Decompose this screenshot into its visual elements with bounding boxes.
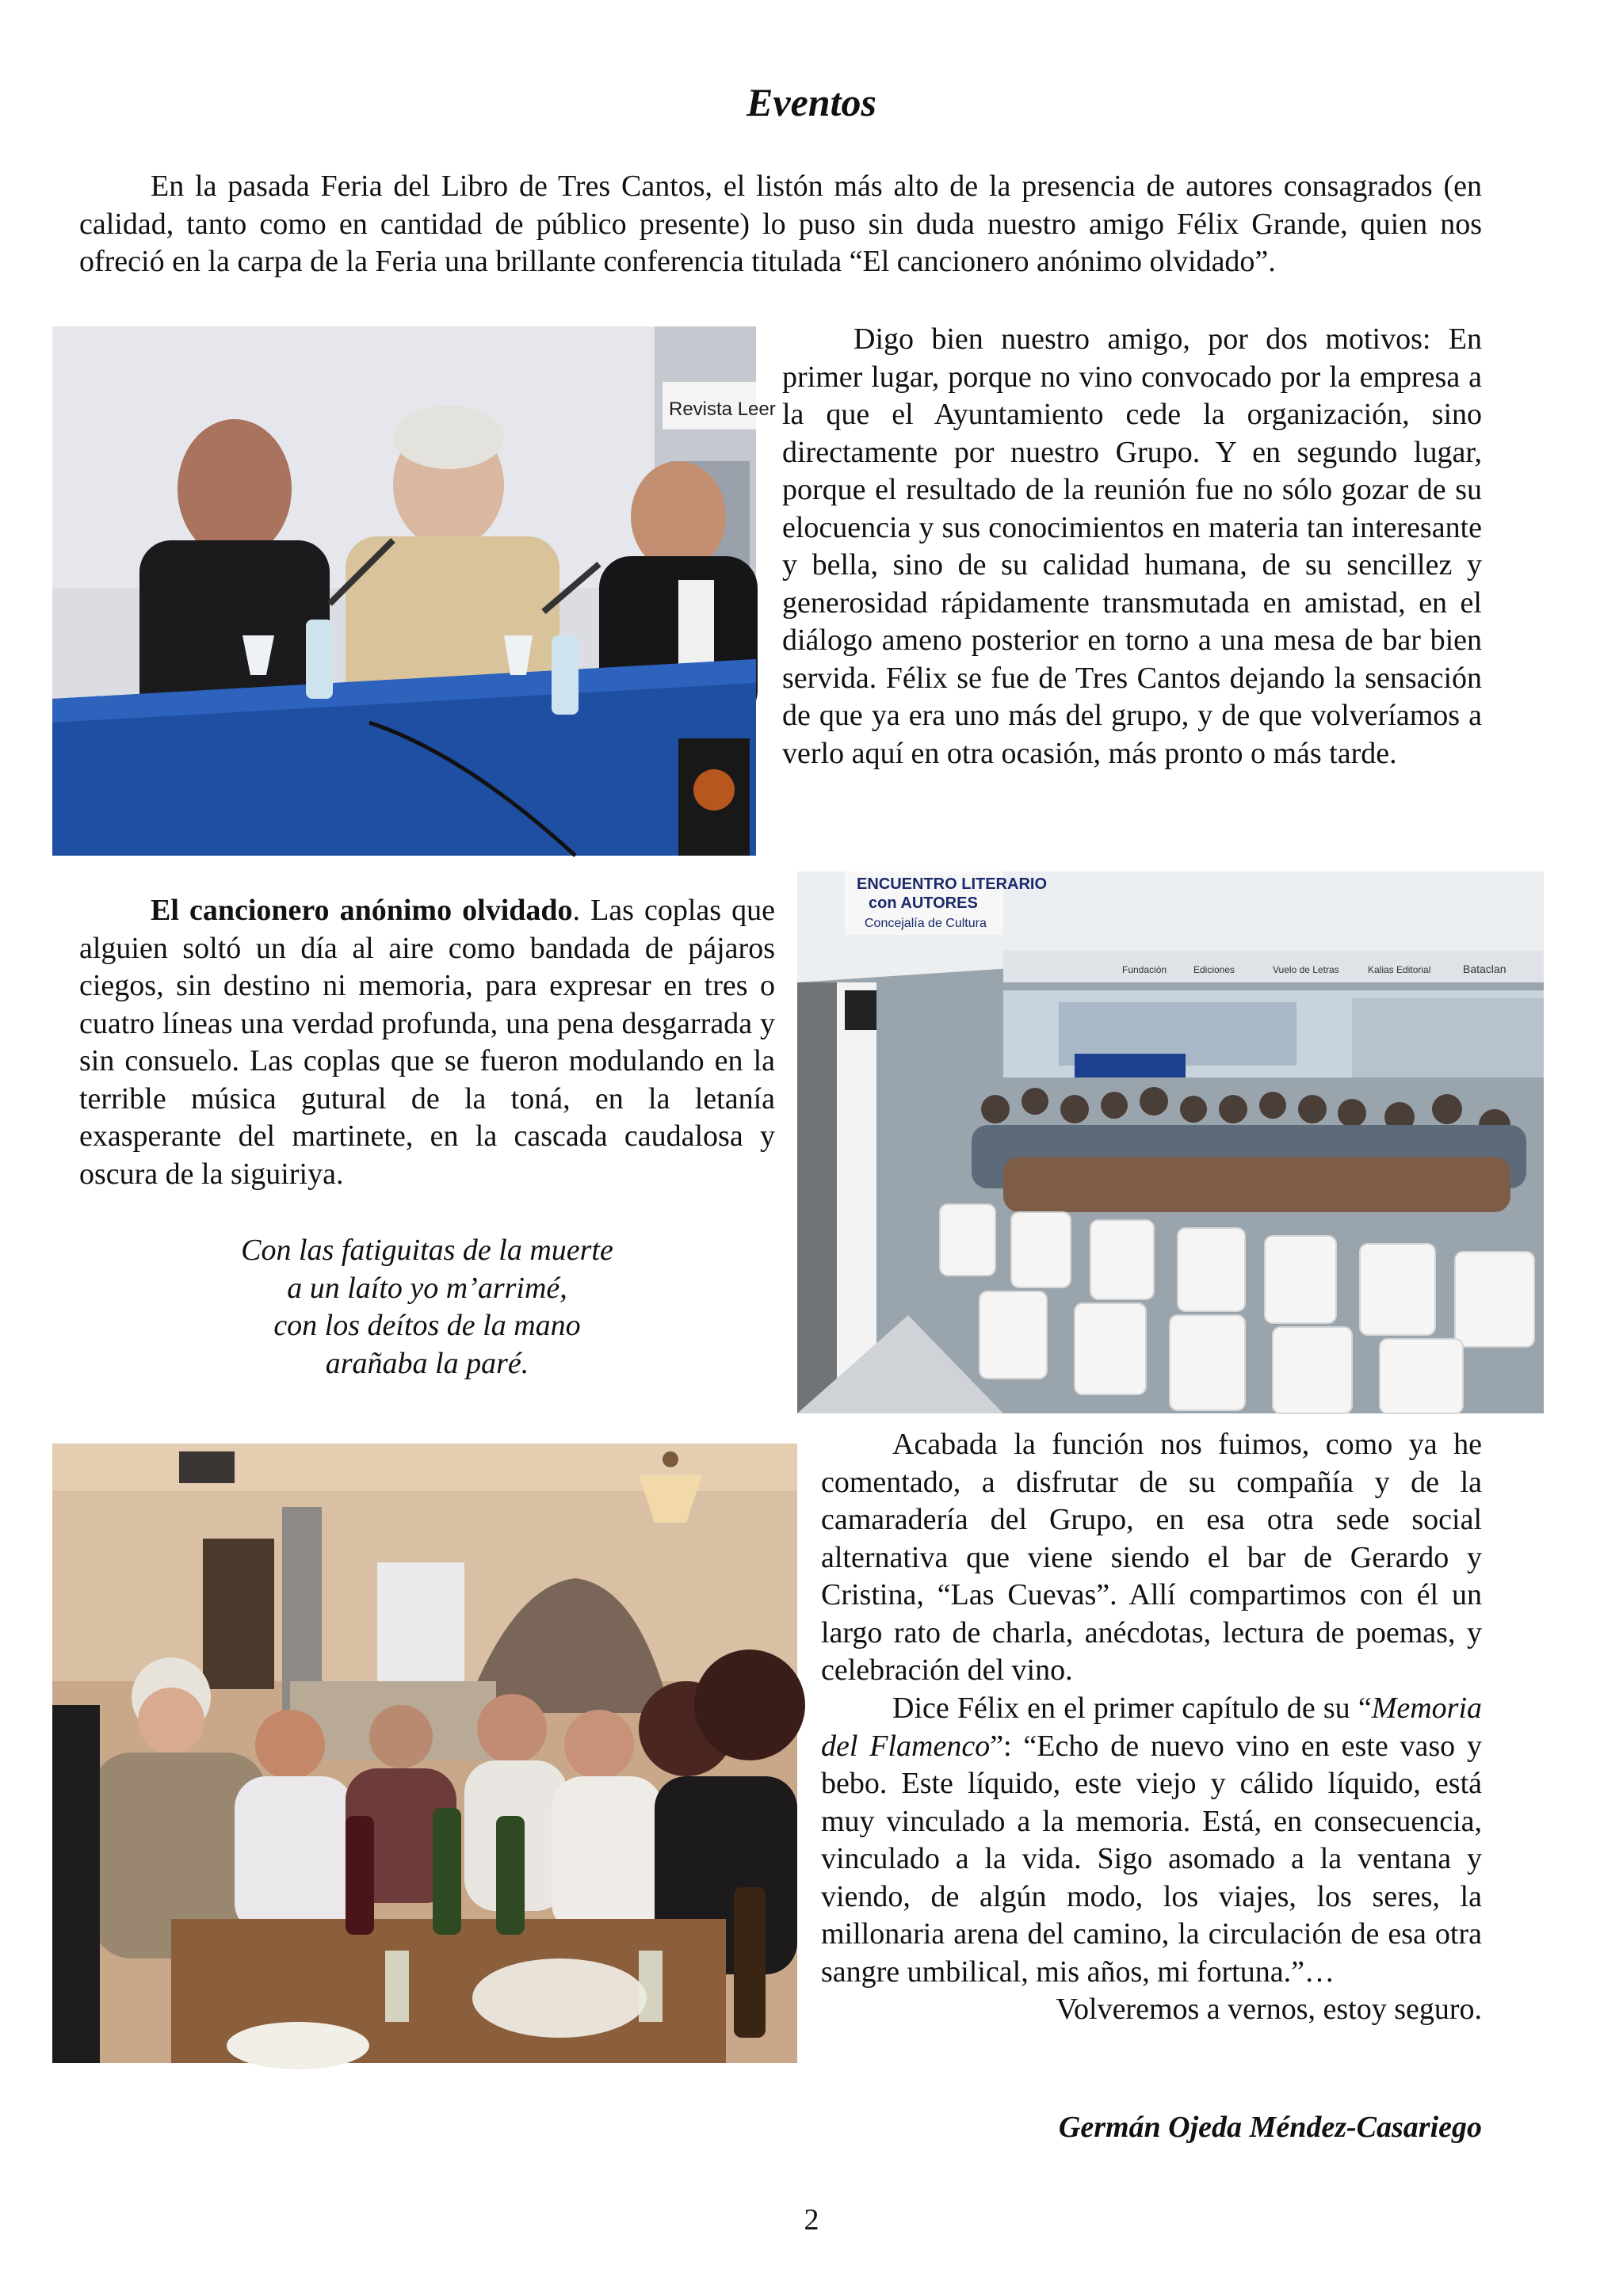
banner-line-2: con AUTORES xyxy=(869,894,978,912)
photo-audience-tent xyxy=(797,871,1544,1413)
page-title: Eventos xyxy=(747,80,876,124)
para-acabada-funcion: Acabada la función nos fuimos, como ya he comentado, a disfrutar de su compañía y de la camaradería del Grupo, en esa otra sede social alternativa que viene siendo el bar de Gerardo y Cristina, “Las Cuevas”. Allí compartimos con él un largo rato de charla, anécdotas, lectura de poemas, y celebración del vino. xyxy=(821,1428,1482,1687)
para-cancionero xyxy=(79,892,775,1193)
photo-bar-gathering xyxy=(52,1444,797,2063)
page-number: 2 xyxy=(804,2203,819,2237)
quote-intro: Dice Félix en el primer capítulo de su “ xyxy=(892,1691,1372,1725)
bar-gathering-image xyxy=(52,1444,797,2063)
closing-line: Volveremos a vernos, estoy seguro. xyxy=(1056,1993,1482,2026)
cancionero-text: . Las coplas que alguien soltó un día al aire como bandada de pájaros ciegos, sin destino ni memoria, para expresar en tres o cuatro líneas una verdad profunda, una pena desgarrada y sin consuelo. Las coplas que se fueron modulando en la terrible música gutural de la toná, en la letanía exasperante del martinete, en la cascada caudalosa y oscura de la siguiriya. xyxy=(79,894,775,1191)
para-dice-felix xyxy=(821,1690,1482,1991)
photo-conference-panel xyxy=(52,326,776,856)
banner-line-3: Concejalía de Cultura xyxy=(865,917,987,930)
stand-4: Kalias Editorial xyxy=(1368,964,1431,975)
stand-3: Vuelo de Letras xyxy=(1273,964,1339,975)
banner-line-1: ENCUENTRO LITERARIO xyxy=(857,875,1047,893)
verse-line-3: con los deítos de la mano xyxy=(273,1309,581,1342)
stand-5: Bataclan xyxy=(1463,963,1507,975)
quote-body: ”: “Echo de nuevo vino en este vaso y bebo. Este líquido, este viejo y cálido líquido, está muy vinculado a la memoria. Está, en consecuencia, vinculado a la vida. Sigo asomado a la ventana y viendo, de algún modo, los viajes, los seres, la millonaria arena del camino, la circulación de esa otra sangre umbilical, mis años, mi fortuna.”… xyxy=(821,1729,1482,1989)
cancionero-heading: El cancionero anónimo olvidado xyxy=(151,894,573,927)
verse-line-4: arañaba la paré. xyxy=(325,1346,529,1380)
conference-panel-image xyxy=(52,326,776,856)
intro-paragraph: En la pasada Feria del Libro de Tres Cantos, el listón más alto de la presencia de autores consagrados (en calidad, tanto como en cantidad de público presente) lo puso sin duda nuestro amigo Félix Grande, quien nos ofreció en la carpa de la Feria una brillante conferencia titulada “El cancionero anónimo olvidado”. xyxy=(79,170,1482,278)
stand-1: Fundación xyxy=(1122,964,1167,975)
verse-line-2: a un laíto yo m’arrimé, xyxy=(287,1271,567,1305)
audience-tent-image xyxy=(797,871,1544,1413)
stand-2: Ediciones xyxy=(1193,964,1235,975)
panel-sign-text: Revista Leer xyxy=(669,399,776,420)
book-title: Memoria del Flamenco xyxy=(821,1691,1482,1763)
verse-line-1: Con las fatiguitas de la muerte xyxy=(241,1234,613,1267)
author-signature: Germán Ojeda Méndez-Casariego xyxy=(1058,2111,1482,2144)
copla-verse xyxy=(79,1232,775,1383)
para-nuestro-amigo: Digo bien nuestro amigo, por dos motivos: En primer lugar, porque no vino convocado por la empresa a la que el Ayuntamiento cede la organización, sino directamente por nuestro Grupo. Y en segundo lugar, porque el resultado de la reunión fue no sólo gozar de su elocuencia y sus conocimientos en materia tan interesante y bella, sino de su calidad humana, de su sencillez y generosidad rápidamente transmutada en amistad, en el diálogo ameno posterior en torno a una mesa de bar bien servida. Félix se fue de Tres Cantos dejando la sensación de que ya era uno más del grupo, y de que volveríamos a verlo aquí en otra ocasión, más pronto o más tarde. xyxy=(782,322,1482,770)
